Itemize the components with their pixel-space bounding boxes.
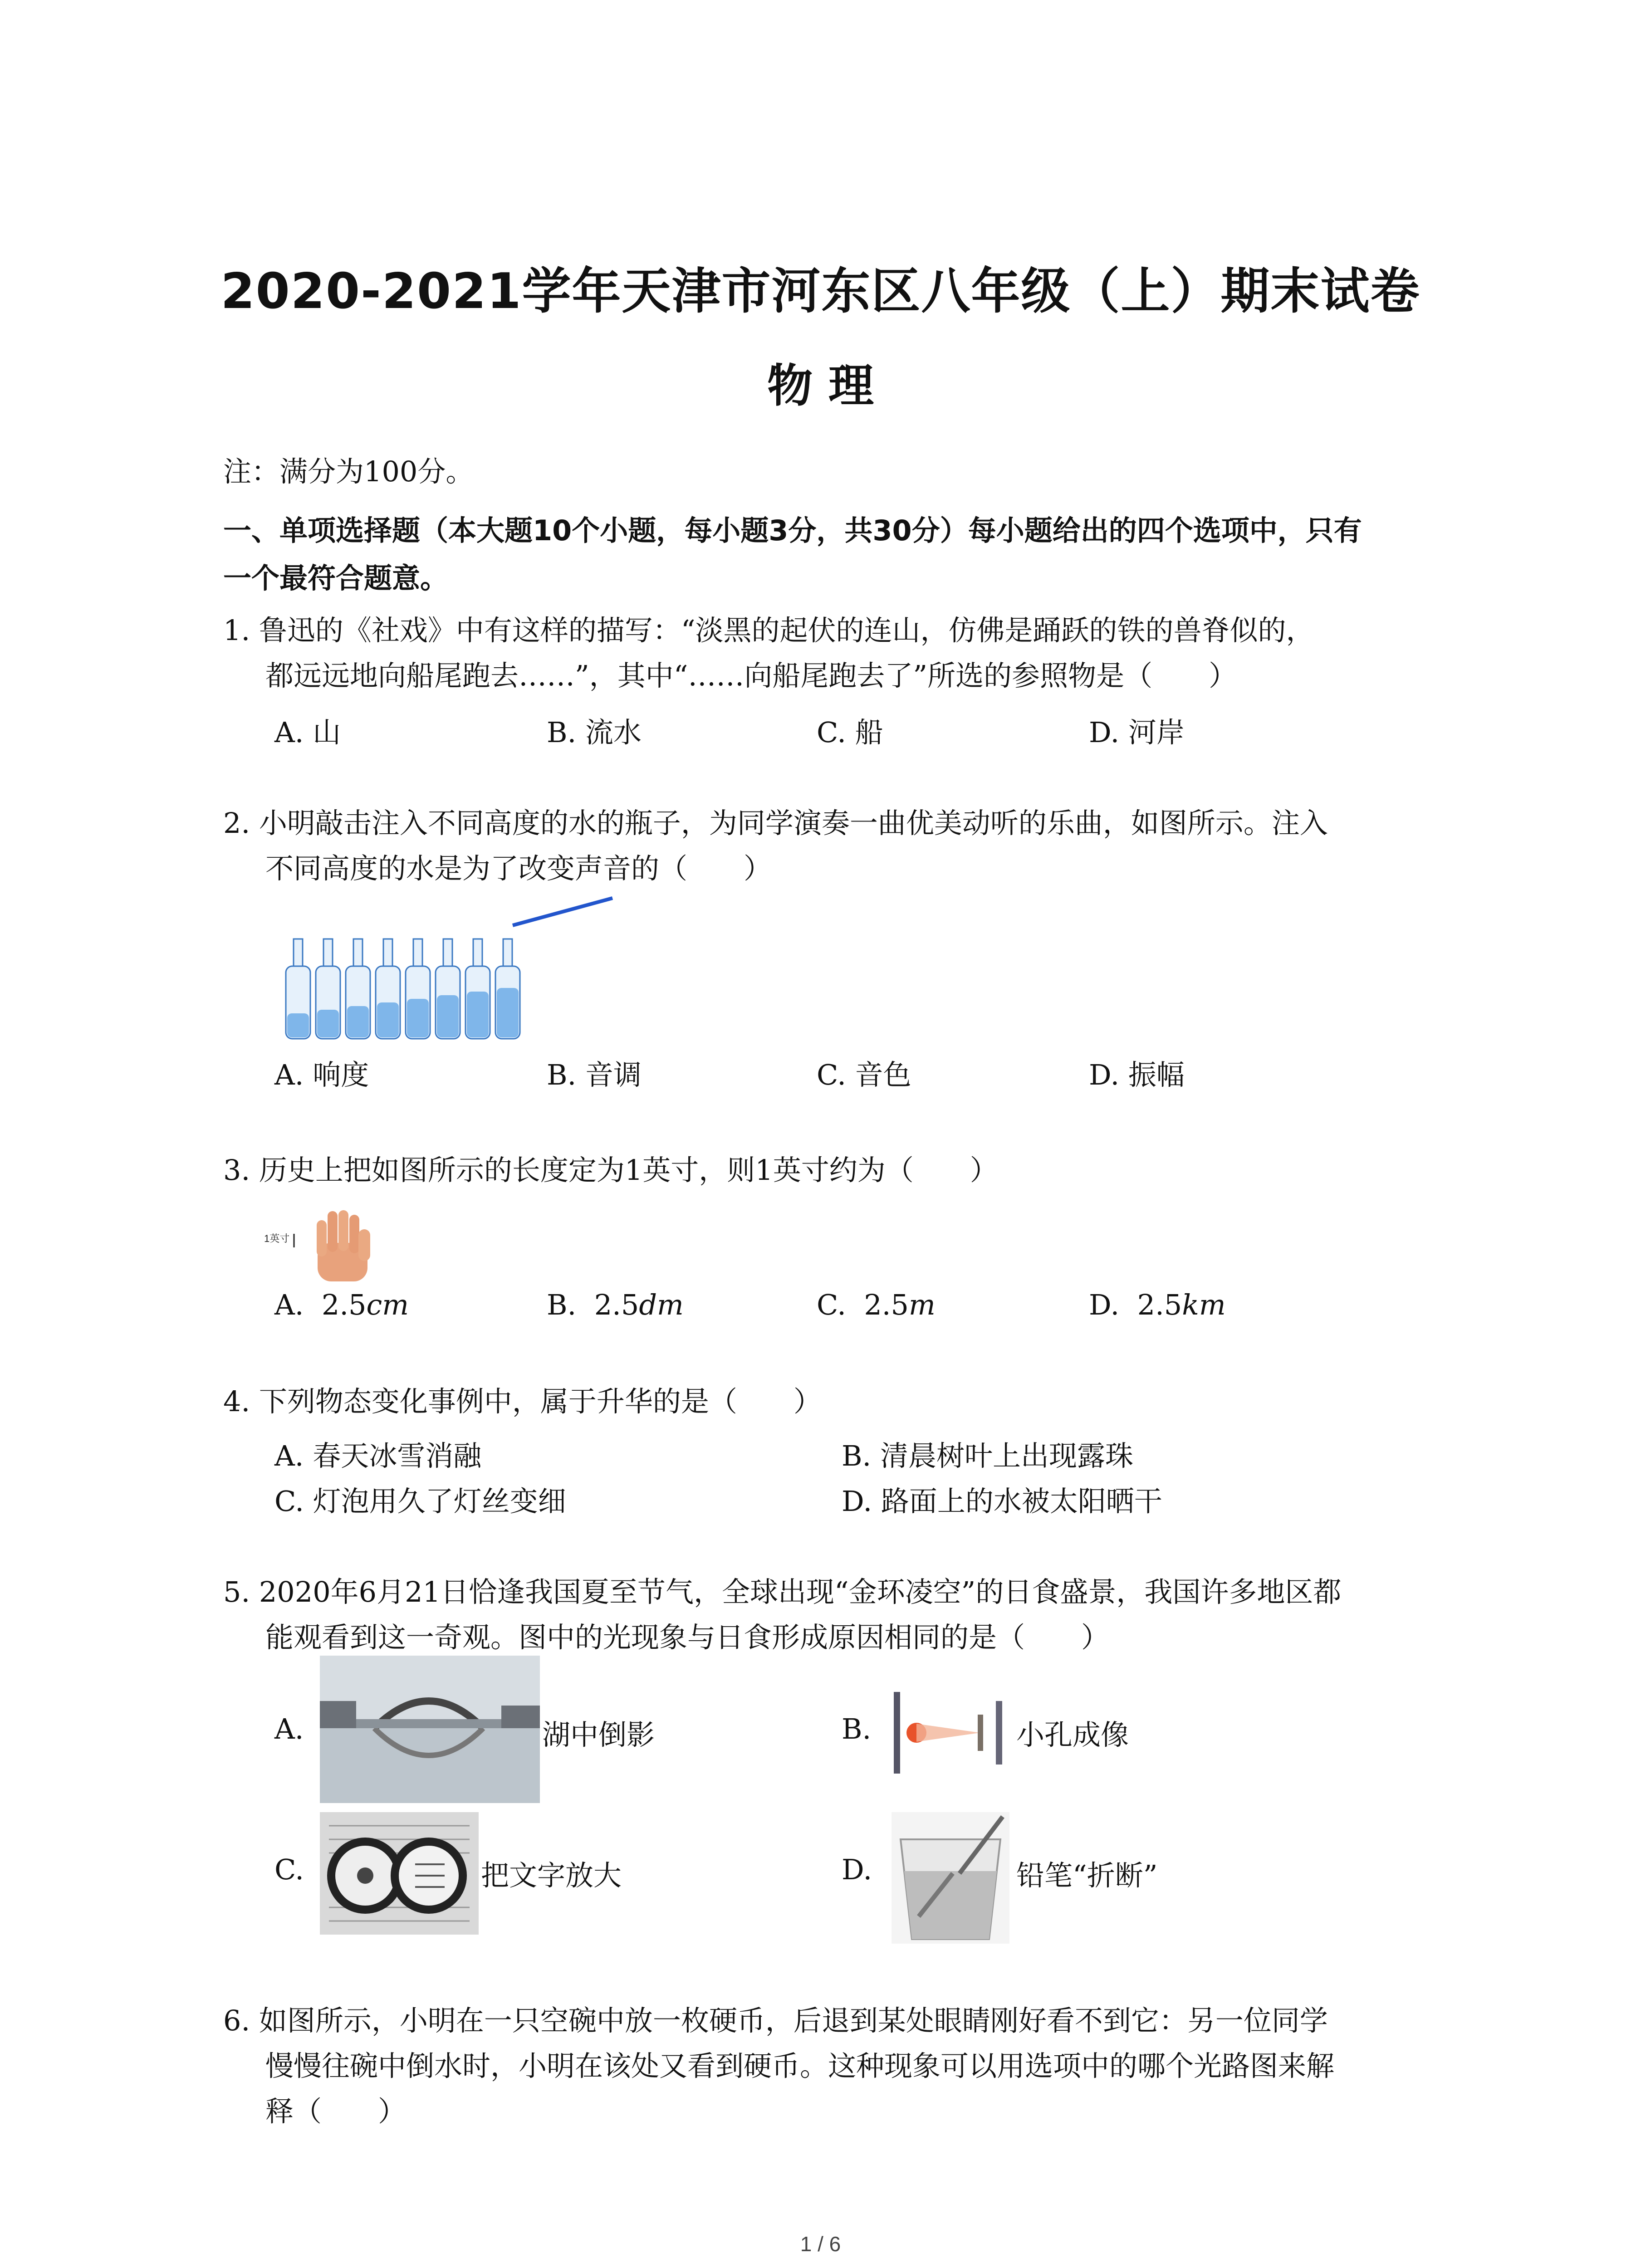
- q1-option-d: D. 河岸: [1089, 716, 1185, 749]
- q3-option-c: C. 2.5m: [817, 1288, 936, 1321]
- bottle-water: [377, 1002, 399, 1037]
- q2-option-d: D. 振幅: [1089, 1058, 1185, 1091]
- page-title: 2020-2021学年天津市河东区八年级（上）期末试卷: [220, 263, 1421, 320]
- page-number: 1 / 6: [800, 2232, 841, 2256]
- bottle: [376, 939, 400, 1039]
- striking-stick: [513, 898, 612, 925]
- q1-option-a: A. 山: [274, 716, 341, 749]
- q1-stem-line2: 都远远地向船尾跑去……”，其中“……向船尾跑去了”所选的参照物是（ ）: [265, 659, 1237, 692]
- q3-stem: 3. 历史上把如图所示的长度定为1英寸，则1英寸约为（ ）: [223, 1154, 998, 1187]
- q2-stem-line1: 2. 小明敲击注入不同高度的水的瓶子，为同学演奏一曲优美动听的乐曲，如图所示。注入: [223, 807, 1328, 840]
- section-heading-line1: 一、单项选择题（本大题10个小题，每小题3分，共30分）每小题给出的四个选项中，只有: [223, 514, 1362, 547]
- lake-reflection-image: [320, 1656, 540, 1803]
- bottle-water: [437, 995, 459, 1037]
- bottle-water: [497, 988, 519, 1037]
- q5-option-c-caption: 把文字放大: [481, 1859, 622, 1892]
- q2-stem-line2: 不同高度的水是为了改变声音的（ ）: [265, 852, 772, 885]
- bottle-water: [317, 1010, 339, 1037]
- q5-option-d-letter: D.: [842, 1853, 872, 1886]
- q4-stem: 4. 下列物态变化事例中，属于升华的是（ ）: [223, 1385, 822, 1418]
- magnifier-image: [320, 1812, 479, 1935]
- q5-stem-line2: 能观看到这一奇观。图中的光现象与日食形成原因相同的是（ ）: [265, 1621, 1110, 1654]
- q3-option-a: A. 2.5cm: [274, 1288, 409, 1321]
- hand-inch-figure: [263, 1202, 390, 1284]
- q5-option-b-letter: B.: [842, 1712, 872, 1745]
- q5-option-b-caption: 小孔成像: [1016, 1718, 1129, 1751]
- q4-option-b: B. 清晨树叶上出现露珠: [842, 1439, 1133, 1472]
- bottle-water: [467, 992, 489, 1037]
- q3-option-d: D. 2.5km: [1089, 1288, 1226, 1321]
- pinhole-imaging-image: [889, 1687, 1012, 1778]
- section-heading-line2: 一个最符合题意。: [223, 562, 449, 595]
- q4-option-a: A. 春天冰雪消融: [274, 1439, 482, 1472]
- subject-heading: 物 理: [767, 359, 874, 412]
- bottle: [286, 939, 310, 1039]
- bottle: [346, 939, 370, 1039]
- bottle: [316, 939, 340, 1039]
- q5-option-a-caption: 湖中倒影: [542, 1718, 655, 1751]
- pencil-in-water-image: [892, 1812, 1009, 1944]
- bottle: [406, 939, 430, 1039]
- bottle-water: [347, 1006, 369, 1037]
- q6-stem-line2: 慢慢往碗中倒水时，小明在该处又看到硬币。这种现象可以用选项中的哪个光路图来解: [265, 2049, 1335, 2082]
- q4-option-c: C. 灯泡用久了灯丝变细: [274, 1485, 566, 1518]
- inch-label: 1英寸: [264, 1233, 290, 1244]
- q2-option-c: C. 音色: [817, 1058, 911, 1091]
- bottle: [495, 939, 520, 1039]
- q2-option-b: B. 音调: [547, 1058, 642, 1091]
- bottle: [465, 939, 490, 1039]
- q6-stem-line1: 6. 如图所示，小明在一只空碗中放一枚硬币，后退到某处眼睛刚好看不到它：另一位同学: [223, 2004, 1328, 2037]
- bottles-figure: [277, 889, 622, 1043]
- bottle-water: [287, 1013, 309, 1037]
- q4-option-d: D. 路面上的水被太阳晒干: [842, 1485, 1162, 1518]
- q5-option-d-caption: 铅笔“折断”: [1016, 1859, 1158, 1892]
- q1-option-c: C. 船: [817, 716, 883, 749]
- q3-option-b: B. 2.5dm: [547, 1288, 684, 1321]
- q1-option-b: B. 流水: [547, 716, 642, 749]
- bottle: [436, 939, 460, 1039]
- q5-stem-line1: 5. 2020年6月21日恰逢我国夏至节气，全球出现“金环凌空”的日食盛景，我国许多地区都: [223, 1575, 1342, 1608]
- q1-stem-line1: 1. 鲁迅的《社戏》中有这样的描写：“淡黑的起伏的连山，仿佛是踊跃的铁的兽脊似的，: [223, 614, 1314, 647]
- q5-option-c-letter: C.: [274, 1853, 304, 1886]
- score-note: 注：满分为100分。: [223, 455, 474, 488]
- bottle-water: [407, 999, 429, 1037]
- q6-stem-line3: 释（ ）: [265, 2095, 407, 2128]
- q2-option-a: A. 响度: [274, 1058, 369, 1091]
- q5-option-a-letter: A.: [274, 1712, 304, 1745]
